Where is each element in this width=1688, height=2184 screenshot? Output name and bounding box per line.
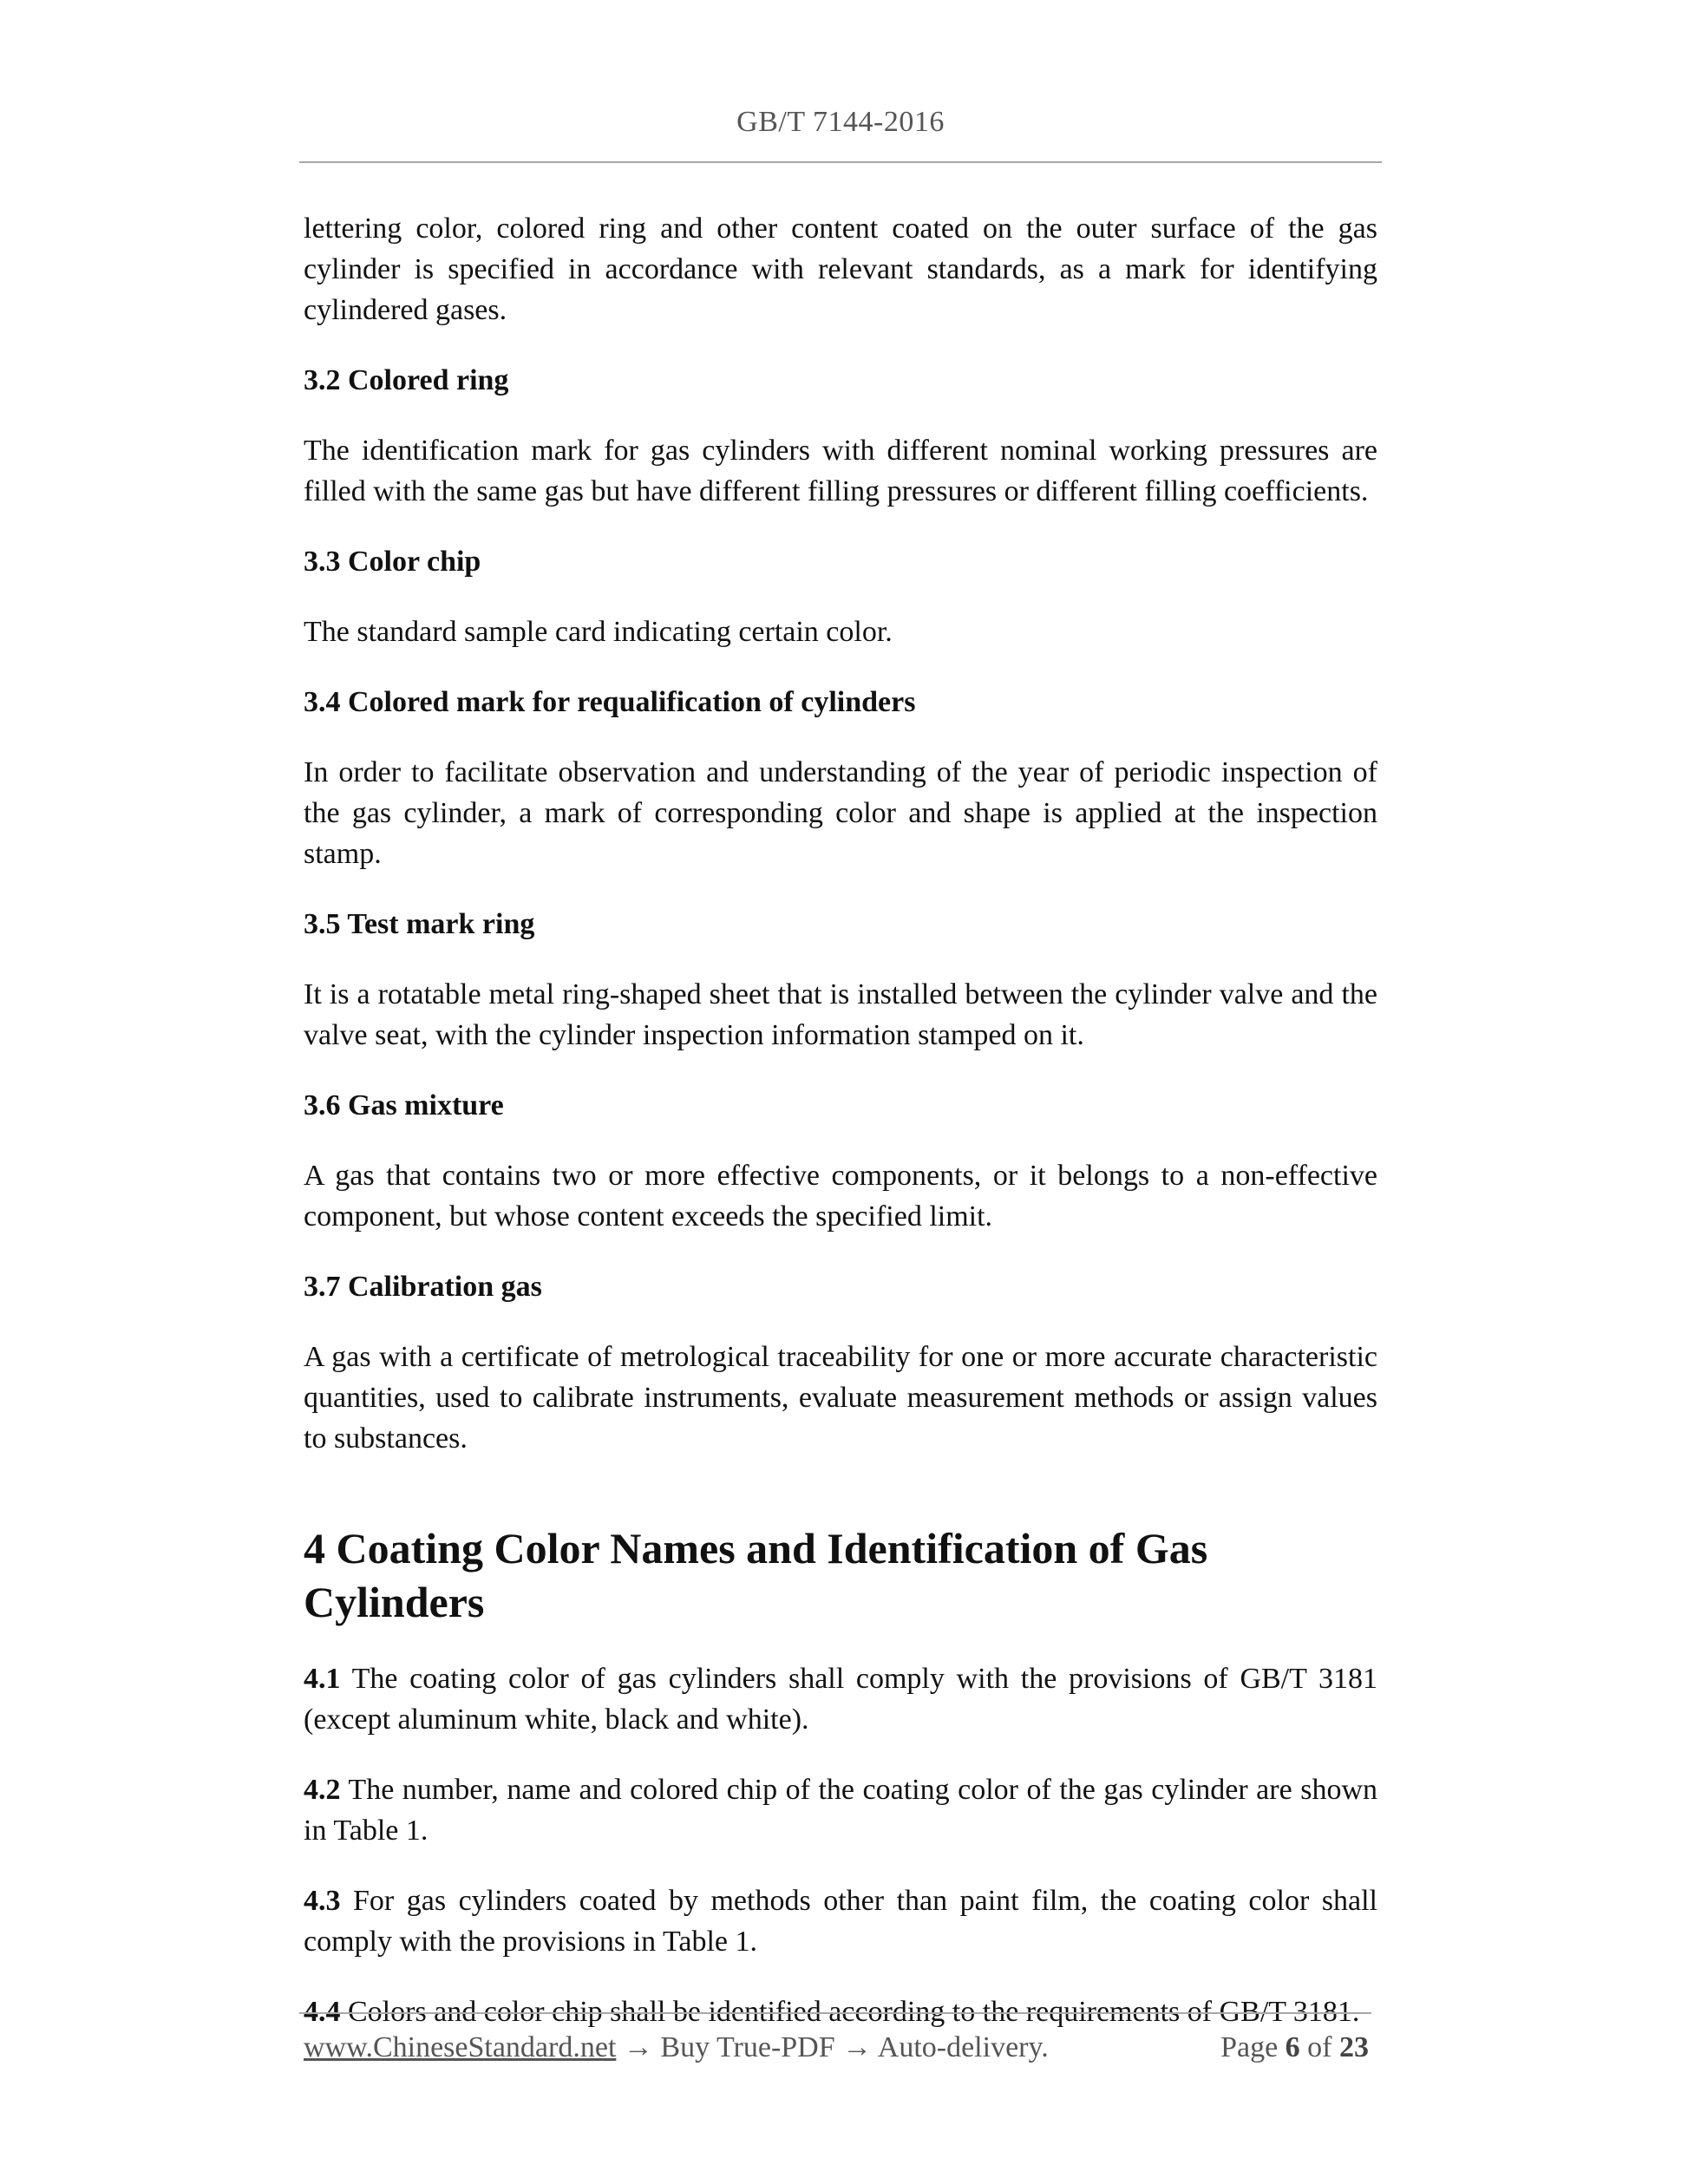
clause-text: The coating color of gas cylinders shall comply with the provisions of GB/T 3181 (except aluminum white, black and white).	[304, 1663, 1377, 1736]
definition-heading: 3.4 Colored mark for requalification of cylinders	[304, 686, 916, 718]
definition-heading: 3.6 Gas mixture	[304, 1089, 504, 1121]
definition-3-4	[304, 682, 1377, 874]
section-4-title: 4 Coating Color Names and Identification of Gas Cylinders	[304, 1524, 1208, 1626]
definition-heading: 3.2 Colored ring	[304, 364, 509, 396]
clause-text: The number, name and colored chip of the coating color of the gas cylinder are shown in Table 1.	[304, 1774, 1377, 1847]
page-indicator	[1220, 2031, 1369, 2064]
clause-4-3	[304, 1880, 1377, 1962]
page-footer	[304, 2031, 1369, 2064]
definition-heading: 3.7 Calibration gas	[304, 1271, 542, 1303]
definition-3-2	[304, 360, 1377, 512]
footer-tagline: → Buy True-PDF → Auto-delivery.	[623, 2031, 1049, 2063]
page-of: of	[1307, 2031, 1332, 2063]
definition-text: It is a rotatable metal ring-shaped sheet that is installed between the cylinder valve and the valve seat, with the cylinder inspection information stamped on it.	[304, 978, 1377, 1051]
definition-text: The standard sample card indicating certain color.	[304, 616, 893, 648]
footer-divider	[299, 2012, 1371, 2014]
page-current: 6	[1285, 2031, 1300, 2063]
definition-text: A gas with a certificate of metrological traceability for one or more accurate characteristic quantities, used to calibrate instruments, evaluate measurement methods or assign values to substances.	[304, 1341, 1377, 1455]
site-link[interactable]: www.ChineseStandard.net	[304, 2031, 617, 2063]
definition-3-6	[304, 1085, 1377, 1237]
clause-number: 4.4	[304, 1996, 341, 2028]
page-total: 23	[1339, 2031, 1369, 2063]
clause-4-2	[304, 1769, 1377, 1851]
footer-left	[304, 2031, 1049, 2064]
clause-number: 4.2	[304, 1774, 341, 1806]
clause-text: Colors and color chip shall be identified according to the requirements of GB/T 3181.	[348, 1996, 1360, 2028]
clause-4-1	[304, 1658, 1377, 1740]
definition-text: The identification mark for gas cylinders with different nominal working pressures are filled with the same gas but have different filling pressures or different filling coefficients.	[304, 435, 1377, 507]
definition-3-7	[304, 1266, 1377, 1459]
clause-number: 4.3	[304, 1885, 341, 1917]
definition-heading: 3.3 Color chip	[304, 546, 481, 578]
clause-number: 4.1	[304, 1663, 341, 1695]
page-header	[299, 106, 1382, 139]
header-divider	[299, 161, 1382, 163]
intro-paragraph: lettering color, colored ring and other content coated on the outer surface of the gas cylinder is specified in accordance with relevant standards, as a mark for identifying cylindered gases.	[304, 213, 1377, 326]
document-number: GB/T 7144-2016	[736, 106, 945, 138]
definition-text: In order to facilitate observation and understanding of the year of periodic inspection of the gas cylinder, a mark of corresponding color and shape is applied at the inspection stamp.	[304, 756, 1377, 870]
definition-heading: 3.5 Test mark ring	[304, 908, 535, 940]
page-label: Page	[1220, 2031, 1279, 2063]
definition-3-3	[304, 541, 1377, 652]
clause-text: For gas cylinders coated by methods other than paint film, the coating color shall comply with the provisions in Table 1.	[304, 1885, 1378, 1958]
definition-3-5	[304, 904, 1377, 1056]
document-body	[304, 208, 1377, 2032]
definition-text: A gas that contains two or more effective components, or it belongs to a non-effective component, but whose content exceeds the specified limit.	[304, 1160, 1377, 1233]
